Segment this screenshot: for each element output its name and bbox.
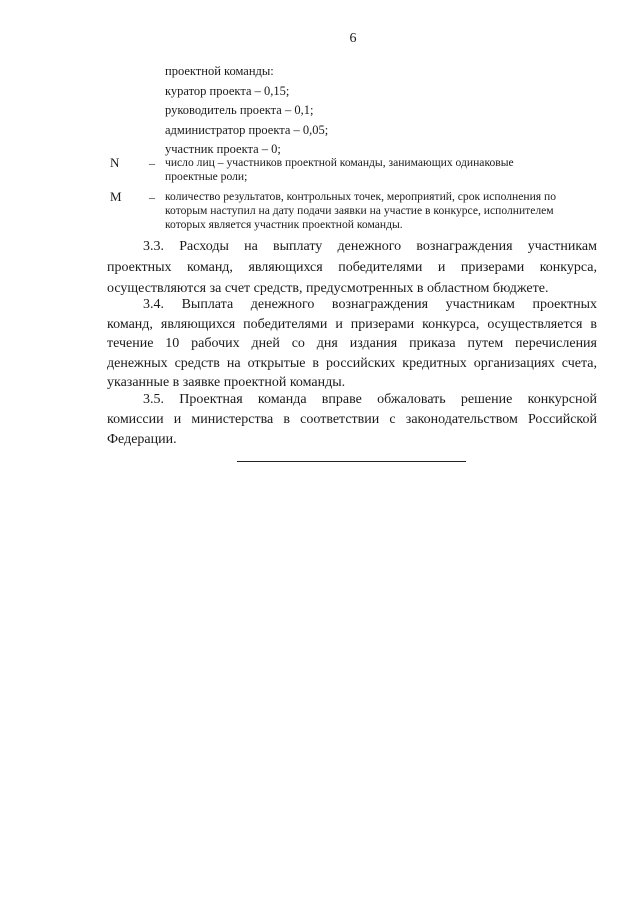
role-item-administrator: администратор проекта – 0,05;	[165, 122, 329, 137]
page-number: 6	[349, 31, 357, 46]
paragraph-line: 3.3. Расходы на выплату денежного вознаграждения участникам	[143, 239, 597, 254]
definition-line: которых является участник проектной команды.	[165, 218, 403, 231]
roles-intro: проектной команды:	[165, 64, 274, 78]
definition-line: количество результатов, контрольных точек, мероприятий, срок исполнения по	[165, 190, 557, 203]
definition-dash: –	[149, 156, 155, 170]
paragraph-line: комиссии и министерства в соответствии с законодательством Российской	[107, 412, 597, 427]
paragraph-line: указанные в заявке проектной команды.	[107, 375, 346, 391]
paragraph-line: осуществляются за счет средств, предусмотренных в областном бюджете.	[107, 281, 549, 296]
paragraph-line: команд, являющихся победителями и призерами конкурса, осуществляется в	[107, 316, 597, 332]
paragraph-line: проектных команд, являющихся победителями и призерами конкурса,	[107, 260, 597, 275]
definition-symbol: M	[110, 189, 122, 204]
role-item-participant: участник проекта – 0;	[165, 142, 281, 157]
definition-text	[165, 156, 514, 184]
paragraph-line: течение 10 рабочих дней со дня издания приказа путем перечисления	[107, 336, 597, 352]
paragraph-3-4	[107, 295, 597, 393]
paragraph-line: денежных средств на открытые в российских кредитных организациях счета,	[107, 355, 597, 371]
role-coefficients-list	[165, 62, 328, 160]
paragraph-line: 3.5. Проектная команда вправе обжаловать решение конкурсной	[143, 392, 597, 407]
role-item-curator: куратор проекта – 0,15;	[165, 83, 290, 98]
definition-line: проектные роли;	[165, 170, 248, 183]
end-of-document-rule	[237, 461, 466, 462]
paragraph-3-5	[107, 390, 597, 450]
paragraph-line: 3.4. Выплата денежного вознаграждения участникам проектных	[143, 297, 597, 312]
paragraph-3-3	[107, 236, 597, 299]
paragraph-line: Федерации.	[107, 432, 177, 447]
definition-line: которым наступил на дату подачи заявки на участие в конкурсе, исполнителем	[165, 204, 554, 217]
definition-dash: –	[149, 190, 155, 204]
definition-symbol: N	[110, 155, 120, 170]
definition-text	[165, 190, 556, 232]
role-item-leader: руководитель проекта – 0,1;	[165, 103, 314, 118]
definition-line: число лиц – участников проектной команды, занимающих одинаковые	[165, 156, 514, 169]
